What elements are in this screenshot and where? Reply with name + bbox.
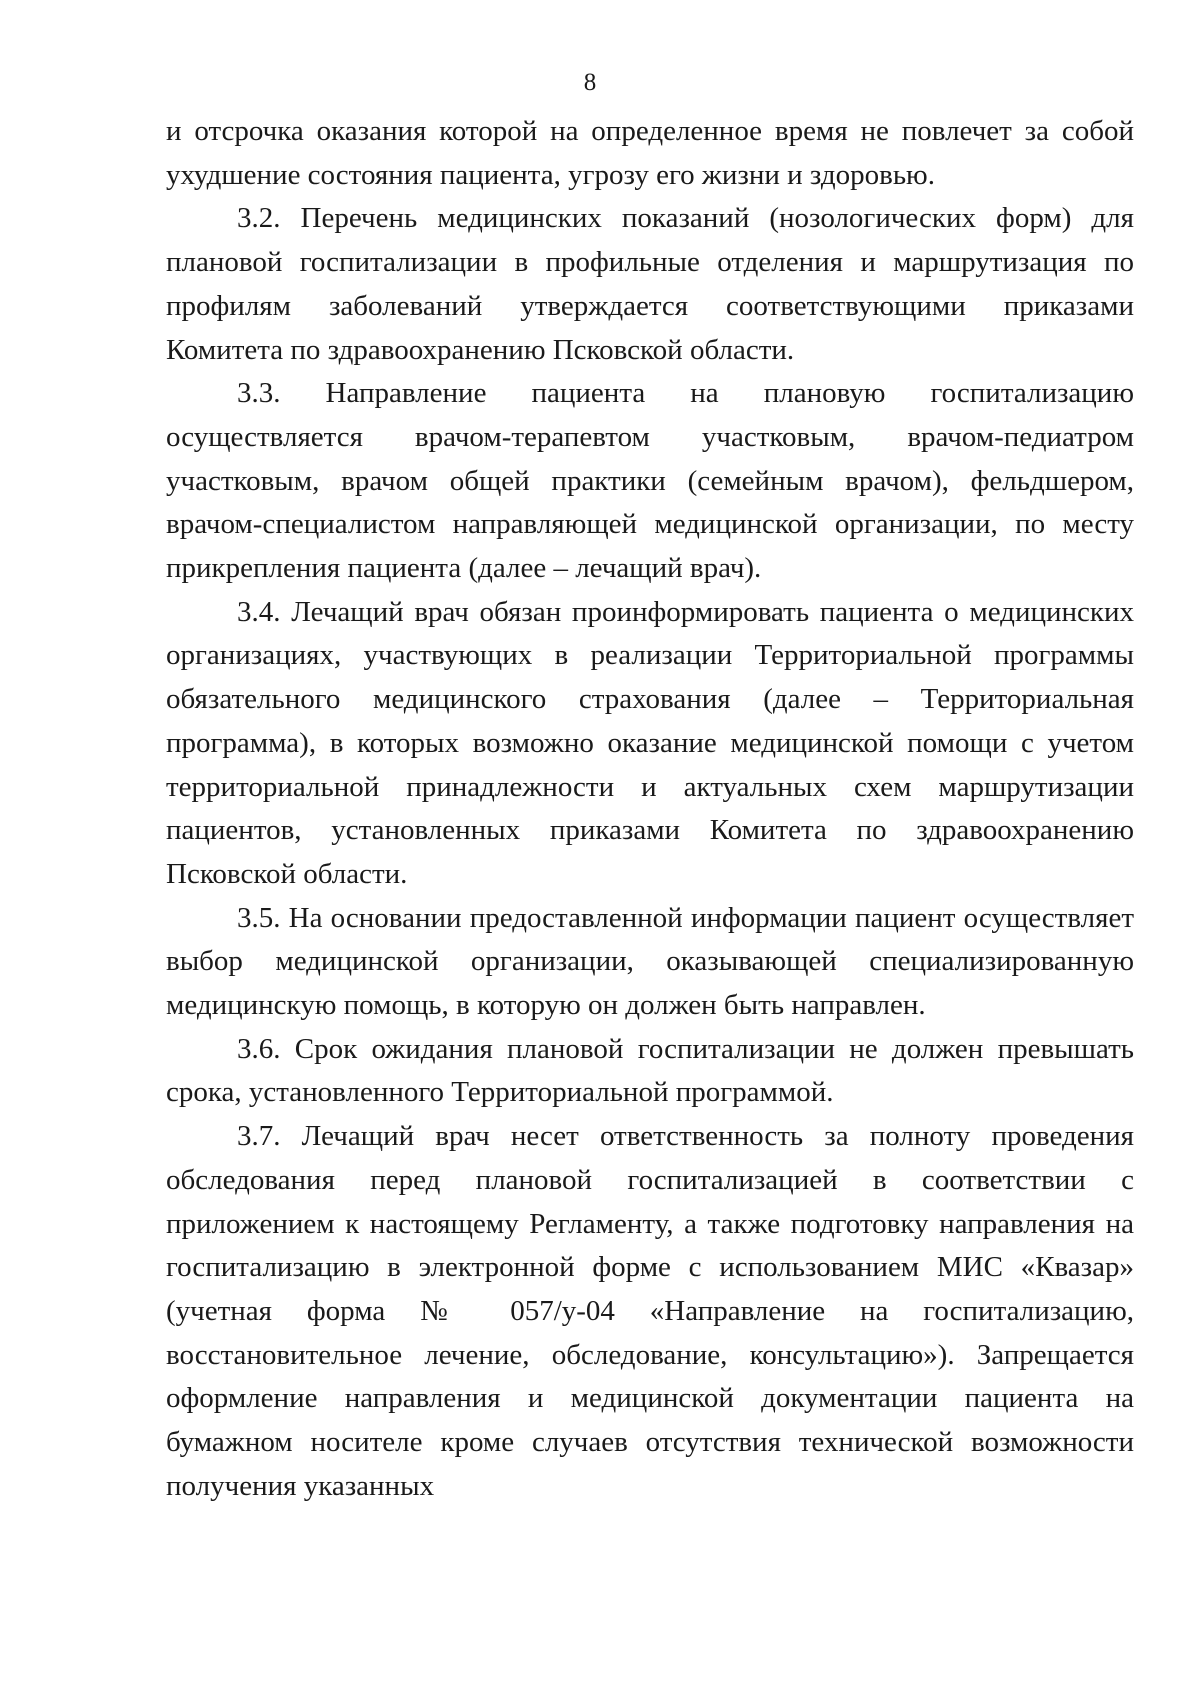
- paragraph-3-7: 3.7. Лечащий врач несет ответственность за полноту проведения обследования перед плановой госпитализацией в соответствии с приложением к настоящему Регламенту, а также подготовку направления на госпитализацию в электронной форме с использованием МИС «Квазар» (учетная форма № 057/у-04 «Направление на госпитализацию, восстановительное лечение, обследование, консультацию»). Запрещается оформление направления и медицинской документации пациента на бумажном носителе кроме случаев отсутствия технической возможности получения указанных: [166, 1120, 1134, 1502]
- document-body: [166, 110, 1134, 1509]
- paragraph-continuation: и отсрочка оказания которой на определенное время не повлечет за собой ухудшение состояния пациента, угрозу его жизни и здоровью.: [166, 115, 1134, 191]
- paragraph-3-2: 3.2. Перечень медицинских показаний (нозологических форм) для плановой госпитализации в профильные отделения и маршрутизация по профилям заболеваний утверждается соответствующими приказами Комитета по здравоохранению Псковской области.: [166, 202, 1134, 366]
- page-number: 8: [583, 69, 597, 96]
- paragraph-3-5: 3.5. На основании предоставленной информации пациент осуществляет выбор медицинской организации, оказывающей специализированную медицинскую помощь, в которую он должен быть направлен.: [166, 901, 1134, 1022]
- paragraph-3-6: 3.6. Срок ожидания плановой госпитализации не должен превышать срока, установленного Территориальной программой.: [166, 1032, 1134, 1109]
- paragraph-3-4: 3.4. Лечащий врач обязан проинформировать пациента о медицинских организациях, участвующих в реализации Территориальной программы обязательного медицинского страхования (далее – Территориальная программа), в которых возможно оказание медицинской помощи с учетом территориальной принадлежности и актуальных схем маршрутизации пациентов, установленных приказами Комитета по здравоохранению Псковской области.: [166, 595, 1134, 890]
- paragraph-3-3: 3.3. Направление пациента на плановую госпитализацию осуществляется врачом-терапевтом участковым, врачом-педиатром участковым, врачом общей практики (семейным врачом), фельдшером, врачом-специалистом направляющей медицинской организации, по месту прикрепления пациента (далее – лечащий врач).: [166, 377, 1134, 585]
